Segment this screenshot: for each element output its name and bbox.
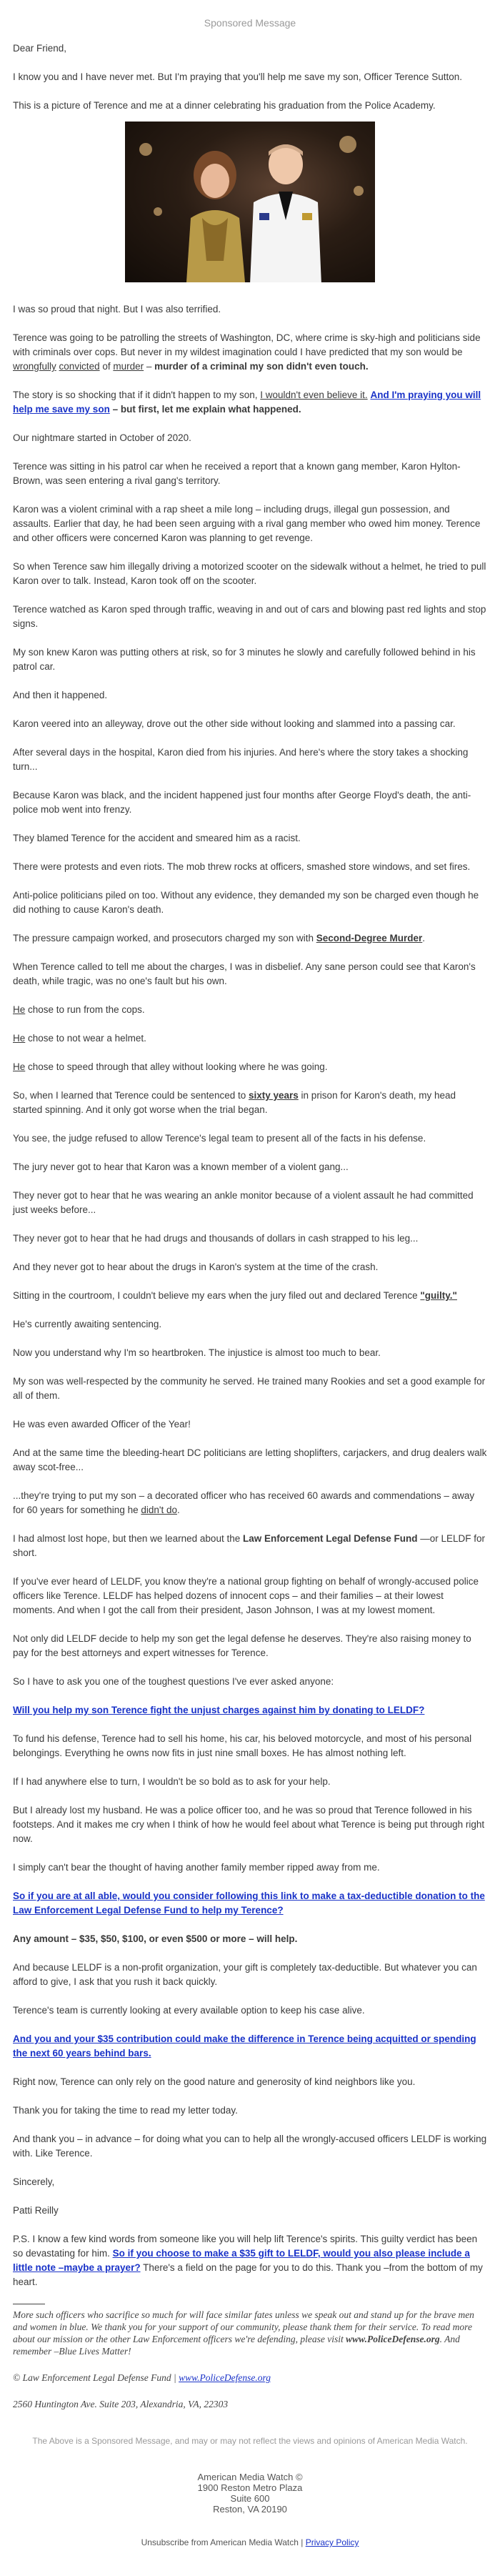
sponsor-disclaimer: The Above is a Sponsored Message, and may or may not reflect the views and opinions of American Media Watch. [32, 2436, 468, 2446]
paragraph: They never got to hear that he had drugs and thousands of dollars in cash strapped to his leg... [13, 1233, 419, 1244]
paragraph: So when Terence saw him illegally driving a motorized scooter on the sidewalk without a helmet, he tried to pull Karon over to talk. Instead, Karon took off on the scooter. [13, 561, 486, 586]
org-site-link[interactable]: www.PoliceDefense.org [346, 2334, 440, 2344]
paragraph: I had almost lost hope, but then we learned about the Law Enforcement Legal Defense Fund —or LELDF for short. [13, 1533, 486, 1558]
paragraph: And thank you – in advance – for doing what you can to help all the wrongly-accused officers LELDF is working with. Like Terence. [13, 2134, 487, 2159]
paragraph: And they never got to hear about the drugs in Karon's system at the time of the crash. [13, 1262, 379, 1272]
signature: Patti Reilly [13, 2205, 59, 2216]
paragraph: This is a picture of Terence and me at a dinner celebrating his graduation from the Police Academy. [13, 100, 436, 111]
paragraph: Any amount – $35, $50, $100, or even $500 or more – will help. [13, 1933, 298, 1944]
unsubscribe-text[interactable]: Unsubscribe from American Media Watch [141, 2537, 299, 2547]
publisher-name: American Media Watch © [197, 2472, 303, 2482]
paragraph: I simply can't bear the thought of having another family member ripped away from me. [13, 1862, 380, 1873]
address-suite: Suite 600 [230, 2493, 270, 2504]
paragraph: And at the same time the bleeding-heart DC politicians are letting shoplifters, carjackers, and drug dealers walk away scot-free... [13, 1447, 487, 1472]
paragraph: They blamed Terence for the accident and smeared him as a racist. [13, 833, 301, 843]
publisher-address [9, 2472, 491, 2515]
paragraph: He chose to not wear a helmet. [13, 1033, 146, 1044]
paragraph: My son knew Karon was putting others at risk, so for 3 minutes he slowly and carefully followed behind in his patrol car. [13, 647, 476, 672]
paragraph: Karon was a violent criminal with a rap sheet a mile long – including drugs, illegal gun possession, and assaults. Earlier that day, he had been seen arguing with a rival gang member who owed him money. Terence and other officers were concerned Karon was planning to get revenge. [13, 504, 481, 543]
paragraph: Terence was going to be patrolling the streets of Washington, DC, where crime is sky-high and politicians side with criminals over cops. But never in my wildest imagination could I have predicted that my son would be wrongfully convicted of murder – murder of a criminal my son didn't even touch. [13, 332, 481, 372]
donate-link[interactable]: And you and your $35 contribution could make the difference in Terence being acquitted or spending the next 60 years behind bars. [13, 2033, 476, 2059]
paragraph: So I have to ask you one of the toughest questions I've ever asked anyone: [13, 1676, 334, 1687]
paragraph: The pressure campaign worked, and prosecutors charged my son with Second-Degree Murder. [13, 933, 426, 943]
donate-link[interactable]: So if you are at all able, would you consider following this link to make a tax-deductible donation to the Law Enforcement Legal Defense Fund to help my Terence? [13, 1891, 485, 1916]
paragraph: If I had anywhere else to turn, I wouldn't be so bold as to ask for your help. [13, 1776, 331, 1787]
paragraph [13, 1889, 487, 1918]
paragraph: Sitting in the courtroom, I couldn't believe my ears when the jury filed out and declared Terence "guilty." [13, 1290, 457, 1301]
org-address: 2560 Huntington Ave. Suite 203, Alexandria, VA, 22303 [13, 2399, 229, 2409]
paragraph: To fund his defense, Terence had to sell his home, his car, his beloved motorcycle, and most of his personal belongings. Everything he owns now fits in just nine small boxes. He has almost nothing left. [13, 1733, 472, 1758]
address-city: Reston, VA 20190 [213, 2504, 287, 2515]
paragraph: Terence was sitting in his patrol car when he received a report that a known gang member, Karon Hylton-Brown, was seen entering a rival gang's territory. [13, 461, 461, 486]
paragraph: Our nightmare started in October of 2020. [13, 432, 191, 443]
paragraph: Now you understand why I'm so heartbroken. The injustice is almost too much to bear. [13, 1347, 381, 1358]
donate-link[interactable]: And I'm praying you will help me save my son [13, 390, 481, 415]
unsubscribe-row: Unsubscribe from American Media Watch | Privacy Policy [141, 2537, 359, 2547]
paragraph: When Terence called to tell me about the charges, I was in disbelief. Any sane person could see that Karon's death, while tragic, was no one's fault but his own. [13, 961, 476, 986]
officer-figure [246, 134, 325, 282]
paragraph: If you've ever heard of LELDF, you know they're a national group fighting on behalf of wrongly-accused police officers like Terence. LELDF has helped dozens of innocent cops – and their families – at their lowest moments. And when I got the call from their president, Jason Johnson, I was at my lowest moment. [13, 1576, 479, 1615]
paragraph: My son was well-respected by the community he served. He trained many Rookies and set a good example for all of them. [13, 1376, 486, 1401]
paragraph: He was even awarded Officer of the Year! [13, 1419, 191, 1430]
paragraph: The jury never got to hear that Karon was a known member of a violent gang... [13, 1161, 349, 1172]
sponsored-label: Sponsored Message [204, 17, 296, 29]
org-copyright-link[interactable]: www.PoliceDefense.org [179, 2372, 271, 2383]
photo-container [13, 122, 487, 287]
paragraph: He chose to run from the cops. [13, 1004, 145, 1015]
paragraph: The story is so shocking that if it didn't happen to my son, I wouldn't even believe it. And I'm praying you will help me save my son – but first, let me explain what happened. [13, 390, 481, 415]
paragraph: I was so proud that night. But I was also terrified. [13, 304, 221, 314]
letter-body [9, 41, 491, 2410]
greeting: Dear Friend, [13, 43, 67, 54]
paragraph: So, when I learned that Terence could be sentenced to sixty years in prison for Karon's death, my head started spinning. And it only got worse when the trial began. [13, 1090, 456, 1115]
paragraph: There were protests and even riots. The mob threw rocks at officers, smashed store windows, and set fires. [13, 861, 471, 872]
paragraph: You see, the judge refused to allow Terence's legal team to present all of the facts in his defense. [13, 1133, 426, 1144]
paragraph: After several days in the hospital, Karon died from his injuries. And here's where the story takes a shocking turn... [13, 747, 469, 772]
paragraph: But I already lost my husband. He was a police officer too, and he was so proud that Terence followed in his footsteps. And it makes me cry when I think of how he would feel about what Terence is being put through right now. [13, 1805, 485, 1844]
closing: Sincerely, [13, 2176, 55, 2187]
paragraph: Anti-police politicians piled on too. Without any evidence, they demanded my son be charged even though he did nothing to cause Karon's death. [13, 890, 479, 915]
org-message: More such officers who sacrifice so much for will face similar fates unless we speak out and stand up for the brave men and women in blue. We thank you for your support of our community, please thank them for their service. To read more about our mission or the other Law Enforcement officers we're defending, please visit www.PoliceDefense.org. And remember –Blue Lives Matter! [13, 2309, 474, 2357]
paragraph: Terence watched as Karon sped through traffic, weaving in and out of cars and blowing past red lights and stop signs. [13, 604, 486, 629]
paragraph: Thank you for taking the time to read my letter today. [13, 2105, 238, 2116]
privacy-policy-link[interactable]: Privacy Policy [305, 2537, 359, 2547]
paragraph: He's currently awaiting sentencing. [13, 1319, 162, 1329]
paragraph: Terence's team is currently looking at every available option to keep his case alive. [13, 2005, 365, 2016]
paragraph: Not only did LELDF decide to help my son get the legal defense he deserves. They're also raising money to pay for the best attorneys and expert witnesses for Terence. [13, 1633, 471, 1658]
paragraph: ...they're trying to put my son – a decorated officer who has received 60 awards and commendations – away for 60 years for something he didn't do. [13, 1490, 475, 1515]
paragraph: He chose to speed through that alley without looking where he was going. [13, 1061, 328, 1072]
donate-link[interactable]: Will you help my son Terence fight the unjust charges against him by donating to LELDF? [13, 1705, 425, 1715]
donate-note-link[interactable]: So if you choose to make a $35 gift to LELDF, would you also please include a little note –maybe a prayer? [13, 2248, 470, 2273]
woman-figure [181, 147, 249, 282]
paragraph: Because Karon was black, and the incident happened just four months after George Floyd's death, the anti-police mob went into frenzy. [13, 790, 471, 815]
org-copyright: © Law Enforcement Legal Defense Fund | www.PoliceDefense.org [13, 2372, 271, 2383]
paragraph [13, 1703, 487, 1718]
postscript: P.S. I know a few kind words from someone like you will help lift Terence's spirits. This guilty verdict has been so devastating for him. So if you choose to make a $35 gift to LELDF, would you also please include a little note –maybe a prayer? There's a field on the page for you to do this. Thank you –from the bottom of my heart. [13, 2234, 483, 2287]
paragraph: I know you and I have never met. But I'm praying that you'll help me save my son, Officer Terence Sutton. [13, 71, 462, 82]
paragraph: Right now, Terence can only rely on the good nature and generosity of kind neighbors like you. [13, 2076, 416, 2087]
paragraph [13, 2032, 487, 2061]
paragraph: They never got to hear that he was wearing an ankle monitor because of a violent assault he had committed just weeks before... [13, 1190, 474, 1215]
paragraph: Karon veered into an alleyway, drove out the other side without looking and slammed into a passing car. [13, 718, 456, 729]
address-street: 1900 Reston Metro Plaza [197, 2482, 303, 2493]
paragraph: And because LELDF is a non-profit organization, your gift is completely tax-deductible. But whatever you can afford to give, I ask that you rush it back quickly. [13, 1962, 477, 1987]
graduation-photo [125, 122, 375, 282]
paragraph: And then it happened. [13, 690, 108, 700]
